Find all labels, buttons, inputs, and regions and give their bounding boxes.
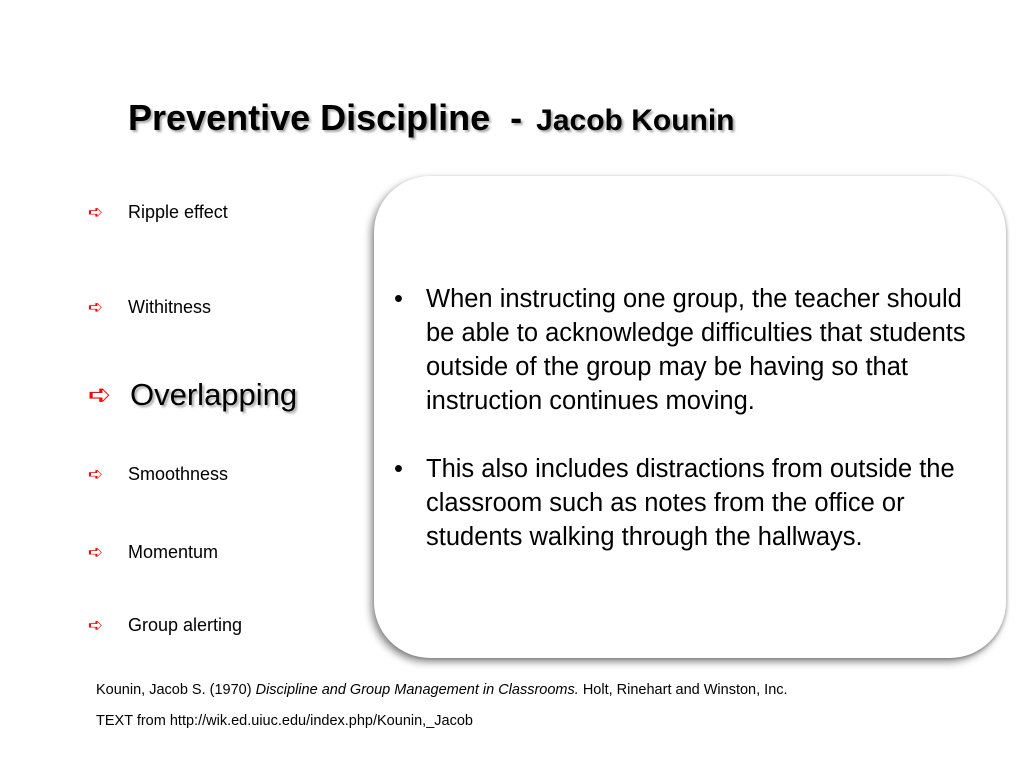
item-label: Smoothness bbox=[128, 464, 229, 484]
panel-bullet bbox=[394, 282, 984, 418]
panel-bullet-list bbox=[394, 282, 984, 554]
citation-suffix: Holt, Rinehart and Winston, Inc. bbox=[578, 682, 788, 698]
page-title bbox=[128, 97, 735, 138]
arrow-icon: ➪ bbox=[88, 542, 104, 562]
list-item-group-alerting bbox=[88, 616, 242, 634]
bullet-icon: • bbox=[394, 455, 403, 483]
list-item-momentum bbox=[88, 543, 218, 561]
item-label: Withitness bbox=[128, 297, 212, 317]
list-item-ripple-effect bbox=[88, 203, 228, 221]
title-dash: - bbox=[510, 97, 523, 138]
arrow-icon: ➪ bbox=[88, 202, 104, 222]
list-item-withitness bbox=[88, 298, 211, 316]
panel-bullet bbox=[394, 452, 984, 554]
source-note: TEXT from http://wik.ed.uiuc.edu/index.php/Kounin,_Jacob bbox=[96, 713, 473, 729]
arrow-icon: ➪ bbox=[88, 464, 104, 484]
item-label: Ripple effect bbox=[128, 202, 228, 222]
list-item-smoothness bbox=[88, 465, 228, 483]
citation bbox=[96, 683, 788, 698]
title-subtitle: Jacob Kounin bbox=[536, 104, 735, 137]
panel-bullet-text: This also includes distractions from outside the classroom such as notes from the office or students walking through the hallways. bbox=[426, 455, 955, 551]
description-panel bbox=[374, 176, 1006, 658]
citation-book-title: Discipline and Group Management in Classrooms. bbox=[255, 682, 579, 698]
panel-bullet-text: When instructing one group, the teacher should be able to acknowledge difficulties that students outside of the group may be having so that instruction continues moving. bbox=[426, 285, 966, 415]
list-item-overlapping bbox=[88, 379, 297, 410]
item-label: Momentum bbox=[128, 542, 219, 562]
citation-prefix: Kounin, Jacob S. (1970) bbox=[96, 682, 256, 698]
item-label: Group alerting bbox=[128, 615, 243, 635]
item-label: Overlapping bbox=[130, 377, 298, 412]
arrow-icon: ➪ bbox=[88, 297, 104, 317]
bullet-icon: • bbox=[394, 285, 403, 313]
arrow-icon: ➪ bbox=[88, 615, 104, 635]
title-main: Preventive Discipline bbox=[128, 97, 491, 138]
arrow-icon: ➪ bbox=[88, 378, 112, 410]
